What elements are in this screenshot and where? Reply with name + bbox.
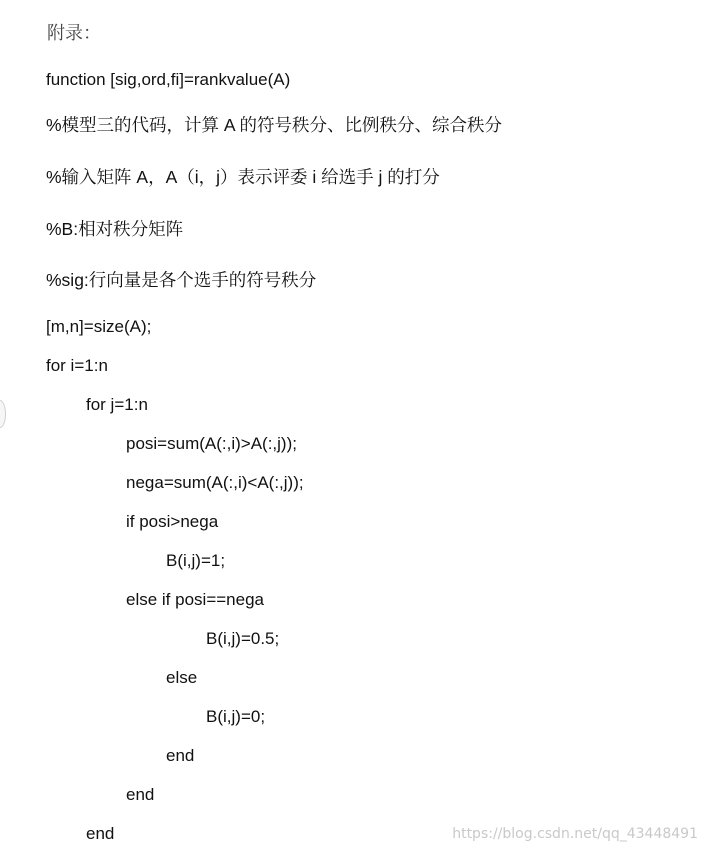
code-line-size: [m,n]=size(A); xyxy=(46,317,152,336)
appendix-heading: 附录： xyxy=(47,23,101,43)
code-line-function-def: function [sig,ord,fi]=rankvalue(A) xyxy=(46,70,291,89)
code-line-end-for-j: end xyxy=(86,824,115,843)
code-line-comment-model: %模型三的代码，计算 A 的符号秩分、比例秩分、综合秩分 xyxy=(46,115,502,135)
code-line-comment-input: %输入矩阵 A，A（i，j）表示评委 i 给选手 j 的打分 xyxy=(46,167,440,187)
code-line-assign-half: B(i,j)=0.5; xyxy=(206,629,280,648)
code-line-end-if: end xyxy=(126,785,155,804)
watermark: https://blog.csdn.net/qq_43448491 xyxy=(452,826,698,842)
code-line-comment-b: %B:相对秩分矩阵 xyxy=(46,219,184,239)
code-line-nega: nega=sum(A(:,i)<A(:,j)); xyxy=(126,473,304,492)
code-line-for-i: for i=1:n xyxy=(46,356,108,375)
code-line-else: else xyxy=(166,668,198,687)
code-line-else-if: else if posi==nega xyxy=(126,590,264,609)
code-line-assign-0: B(i,j)=0; xyxy=(206,707,266,726)
code-line-for-j: for j=1:n xyxy=(86,395,148,414)
code-line-end-inner: end xyxy=(166,746,195,765)
code-line-comment-sig: %sig:行向量是各个选手的符号秩分 xyxy=(46,270,317,290)
code-line-posi: posi=sum(A(:,i)>A(:,j)); xyxy=(126,434,297,453)
edge-scroll-marker xyxy=(0,400,6,428)
code-line-if: if posi>nega xyxy=(126,512,219,531)
code-line-assign-1: B(i,j)=1; xyxy=(166,551,226,570)
